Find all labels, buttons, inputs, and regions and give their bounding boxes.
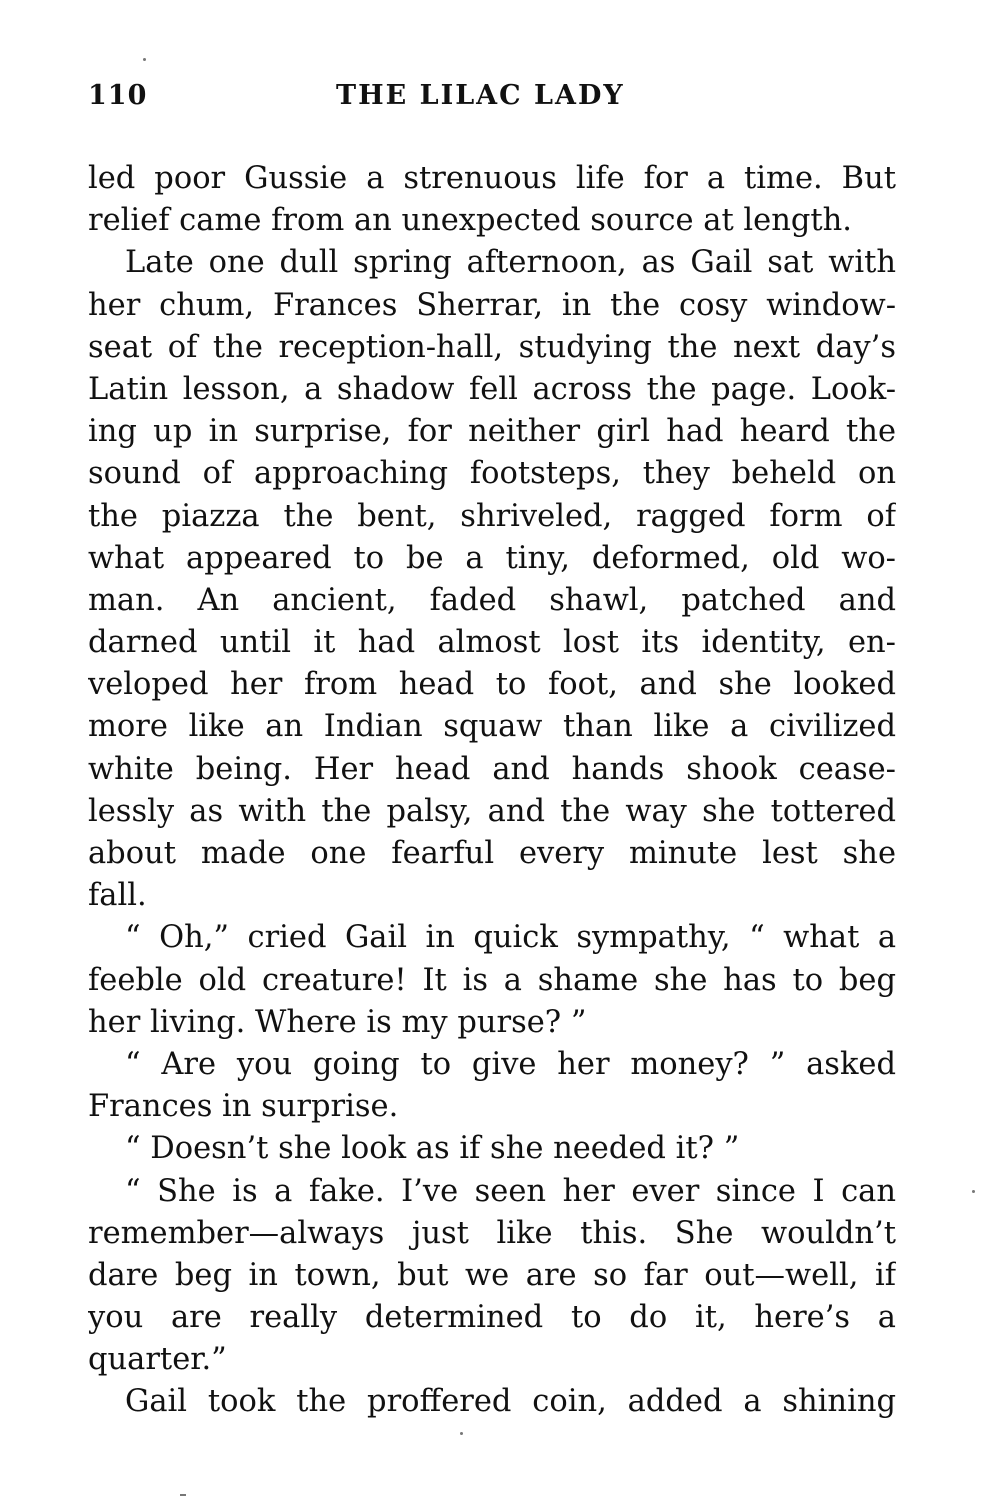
text-line: dare beg in town, but we are so far out—well, if [88,1257,896,1293]
text-line: about made one fearful every minute lest she [88,836,896,871]
paper-speck [972,1190,975,1193]
text-line: relief came from an unexpected source at length. [88,203,852,239]
paper-speck [460,1432,463,1435]
text-line: what appeared to be a tiny, deformed, old wo- [88,540,896,576]
text-line: seat of the reception-hall, studying the next day’s [88,329,896,365]
page-number: 110 [88,80,148,111]
running-head [88,80,898,120]
text-line: white being. Her head and hands shook cease- [88,751,896,787]
text-line: “ Oh,” cried Gail in quick sympathy, “ what a [125,920,896,956]
text-line: ing up in surprise, for neither girl had heard the [88,414,896,450]
body-text [88,158,896,1424]
text-line: her chum, Frances Sherrar, in the cosy window- [88,287,896,323]
text-line: fall. [88,878,147,914]
text-line: man. An ancient, faded shawl, patched and [88,582,896,618]
text-line: Gail took the proffered coin, added a shining [125,1384,896,1420]
text-line: darned until it had almost lost its identity, en- [88,625,896,661]
text-line: “ Doesn’t she look as if she needed it? ” [125,1131,740,1167]
text-line: her living. Where is my purse? ” [88,1004,587,1040]
text-line: more like an Indian squaw than like a civilized [88,709,896,745]
paper-speck [143,58,146,61]
text-line: feeble old creature! It is a shame she has to beg [88,962,896,998]
text-line: Frances in surprise. [88,1089,399,1125]
book-title: THE LILAC LADY [336,80,625,111]
text-line: veloped her from head to foot, and she looked [88,667,896,703]
text-line: “ She is a fake. I’ve seen her ever since I can [125,1173,896,1209]
text-line: sound of approaching footsteps, they beheld on [88,456,896,492]
text-line: quarter.” [88,1342,227,1378]
text-line: Latin lesson, a shadow fell across the page. Look- [88,371,896,407]
text-line: led poor Gussie a strenuous life for a time. But [88,161,896,196]
text-line: Late one dull spring afternoon, as Gail sat with [125,245,896,281]
text-line: remember—always just like this. She wouldn’t [88,1215,896,1251]
text-line: the piazza the bent, shriveled, ragged form of [88,498,896,534]
text-line: lessly as with the palsy, and the way she tottered [88,793,896,829]
paper-speck [180,1494,186,1496]
text-line: you are really determined to do it, here’s a [88,1300,896,1336]
text-line: “ Are you going to give her money? ” asked [125,1046,896,1082]
